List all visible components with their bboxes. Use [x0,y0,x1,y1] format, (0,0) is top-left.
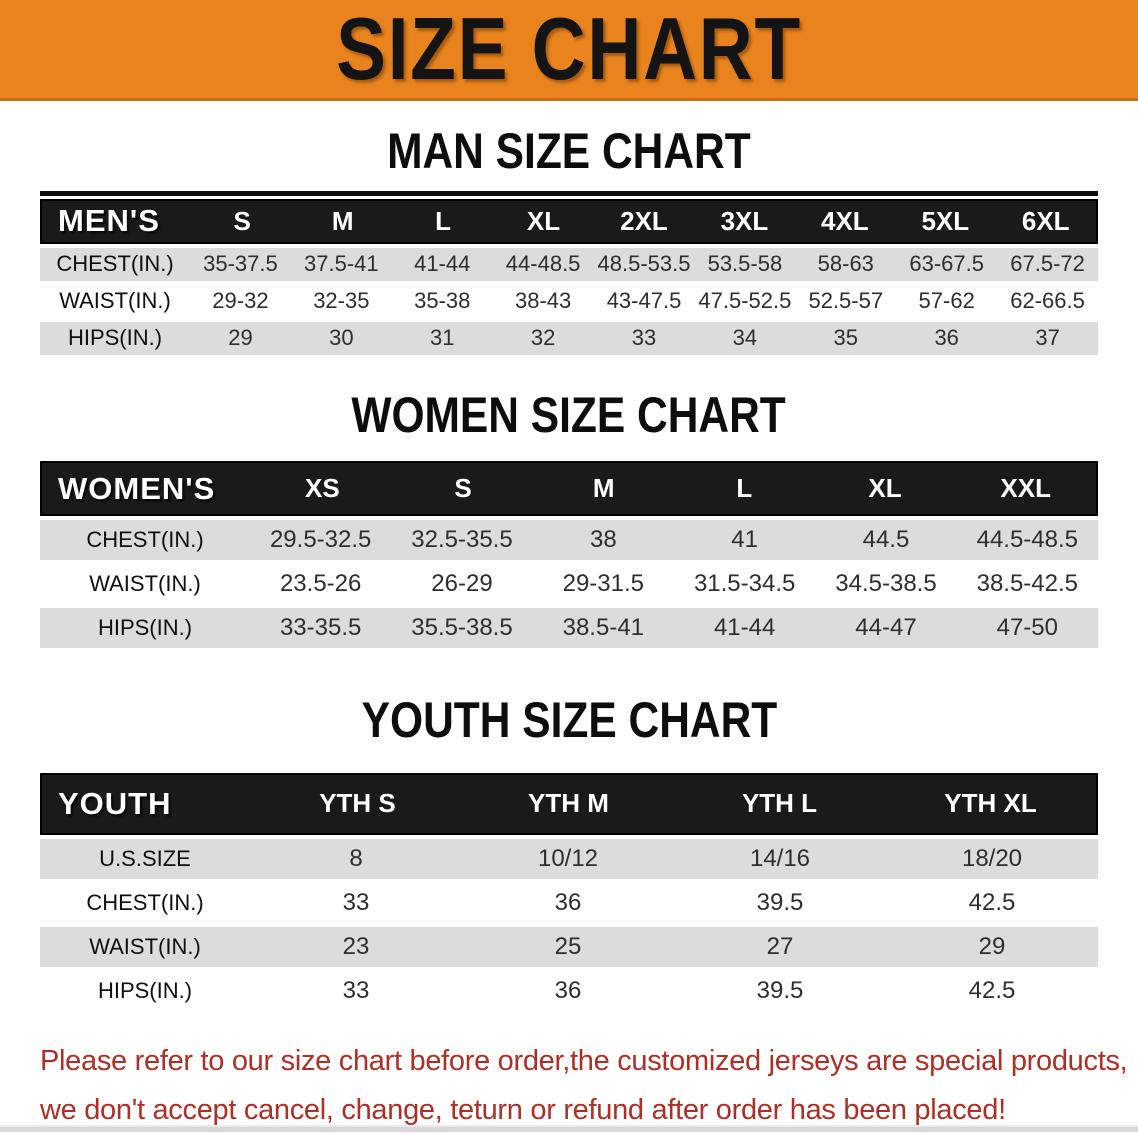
table-cell: 14/16 [749,844,811,872]
women-size-table [40,461,1098,648]
table-cell: 33-35.5 [279,614,362,641]
table-cell: 35-37.5 [203,251,278,276]
row-label: U.S.SIZE [99,845,191,871]
table-cell: 31.5-34.5 [693,570,796,597]
table-cell: 35-38 [414,288,471,313]
table-header-row [40,461,1098,516]
row-label: WAIST(IN.) [59,288,171,313]
table-cell: 41-44 [414,251,471,276]
table-cell: 63-67.5 [909,251,984,276]
table-cell: 43-47.5 [606,288,682,313]
table-cell: 36 [554,976,582,1004]
table-cell: 36 [934,325,959,350]
table-cell: 33 [342,888,370,916]
column-header: 3XL [720,205,769,236]
disclaimer [40,1037,1138,1135]
men-section [0,125,1138,355]
table-cell: 35.5-38.5 [411,614,513,641]
table-cell: 39.5 [756,888,804,916]
table-cell: 35 [833,325,859,350]
table-cell: 42.5 [968,976,1016,1004]
table-row [40,322,1098,355]
column-header: L [435,205,452,236]
table-cell: 44-47 [855,614,917,641]
table-cell: 26-29 [431,570,493,597]
column-header: M [331,205,354,236]
women-section-title-text: WOMEN SIZE CHART [351,386,787,443]
table-label: MEN'S [58,203,160,238]
column-header: XL [526,205,561,236]
youth-section [0,694,1138,1011]
table-cell: 38.5-41 [562,614,645,641]
row-label: HIPS(IN.) [97,615,193,640]
row-label: HIPS(IN.) [97,977,193,1003]
table-cell: 25 [554,932,582,960]
youth-table-wrap [40,773,1098,1011]
column-header: YTH XL [944,788,1037,818]
column-header: XXL [1000,473,1051,503]
table-cell: 38.5-42.5 [976,570,1079,597]
column-header: S [454,473,472,503]
page-title: SIZE CHART [336,0,802,98]
row-label: CHEST(IN.) [56,251,174,276]
table-cell: 36 [554,888,582,916]
table-cell: 57-62 [918,288,975,313]
row-label: WAIST(IN.) [89,933,201,959]
table-cell: 42.5 [968,888,1016,916]
table-header-row [40,773,1098,835]
size-chart-banner [0,0,1138,101]
table-header-row [40,199,1098,244]
table-cell: 34 [732,325,758,350]
table-cell: 29 [978,932,1006,960]
table-cell: 29.5-32.5 [269,526,372,553]
table-cell: 31 [429,325,455,350]
men-size-table [40,199,1098,355]
women-table-wrap [40,461,1098,648]
men-section-title-text: MAN SIZE CHART [387,123,751,179]
column-header: YTH L [741,788,818,818]
table-row [40,564,1098,604]
table-row [40,285,1098,318]
table-cell: 62-66.5 [1010,288,1085,313]
column-header: 5XL [921,205,970,236]
table-cell: 47-50 [996,614,1058,641]
table-cell: 44-48.5 [505,251,581,276]
column-header: 2XL [620,205,668,236]
women-section-title [0,386,1138,443]
column-header: 6XL [1021,205,1070,236]
table-cell: 38 [589,526,617,553]
table-cell: 39.5 [756,976,804,1004]
table-cell: 30 [329,325,354,350]
table-cell: 32.5-35.5 [411,526,513,553]
column-header: YTH S [319,788,396,818]
column-header: XS [304,473,340,503]
row-label: CHEST(IN.) [86,889,204,915]
youth-section-title [0,694,1138,747]
table-cell: 8 [349,844,363,872]
table-row [40,608,1098,648]
column-header: M [592,473,615,503]
disclaimer-line2: we don't accept cancel, change, teturn or refund after order has been placed! [40,1093,1006,1126]
table-cell: 23 [342,932,370,960]
table-cell: 33 [631,325,657,350]
row-label: HIPS(IN.) [67,325,163,350]
women-section [0,386,1138,649]
table-cell: 34.5-38.5 [835,570,937,597]
youth-size-table [40,773,1098,1011]
column-header: YTH M [528,788,609,818]
table-row [40,839,1098,879]
column-header: XL [868,473,902,503]
table-cell: 44.5 [862,526,910,553]
table-label: WOMEN'S [58,470,216,506]
column-header: 4XL [821,205,869,236]
table-cell: 29 [228,325,253,350]
table-cell: 44.5-48.5 [976,526,1079,553]
table-cell: 52.5-57 [808,288,884,313]
table-row [40,520,1098,560]
table-row [40,248,1098,281]
table-cell: 32 [530,325,556,350]
table-cell: 29-31.5 [562,570,645,597]
table-cell: 67.5-72 [1010,251,1085,276]
bottom-edge [0,1125,1138,1132]
table-cell: 58-63 [817,251,874,276]
table-cell: 33 [342,976,370,1004]
table-cell: 23.5-26 [279,570,362,597]
table-cell: 27 [766,932,794,960]
table-row [40,971,1098,1011]
column-header: L [736,473,753,503]
table-cell: 41-44 [713,614,776,641]
men-section-title [0,125,1138,178]
disclaimer-line1: Please refer to our size chart before order,the customized jerseys are special products, [40,1044,1128,1077]
row-label: WAIST(IN.) [89,571,201,596]
table-row [40,883,1098,923]
youth-section-title-text: YOUTH SIZE CHART [361,692,777,748]
table-cell: 41 [731,526,758,553]
table-cell: 48.5-53.5 [597,251,691,276]
table-cell: 37.5-41 [304,251,379,276]
table-cell: 10/12 [537,844,599,872]
table-cell: 18/20 [961,844,1023,872]
table-row [40,927,1098,967]
row-label: CHEST(IN.) [86,527,204,552]
table-cell: 32-35 [313,288,370,313]
table-label: YOUTH [58,785,172,821]
men-table-wrap [40,191,1098,355]
table-cell: 47.5-52.5 [698,288,792,313]
table-cell: 37 [1035,325,1060,350]
table-cell: 29-32 [212,288,269,313]
table-cell: 53.5-58 [707,251,783,276]
table-cell: 38-43 [514,288,572,313]
column-header: S [233,205,251,236]
